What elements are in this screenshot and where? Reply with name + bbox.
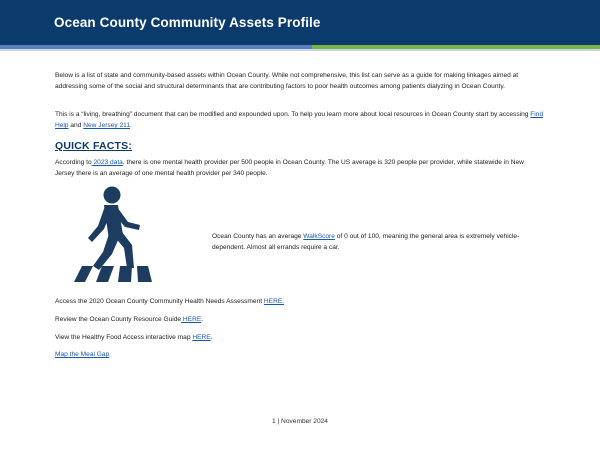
divider [0,49,600,51]
walkscore-text-post: of 0 out of 100, meaning the general area is extremely vehicle-dependent. Almost all errands require a car. [212,233,520,251]
pedestrian-crosswalk-icon [60,182,162,288]
fact-text-pre: According to [55,159,92,166]
resource-guide-text: Review the Ocean County Resource Guide [55,316,182,323]
chna-text: Access the 2020 Ocean County Community Health Needs Assessment [55,298,264,305]
intro-paragraph [55,70,545,92]
quick-facts-heading: QUICK FACTS: [55,140,133,152]
resources-paragraph [55,109,545,131]
resource-guide-line [55,314,545,325]
page-title: Ocean County Community Assets Profile [54,15,321,30]
page-footer: 1 | November 2024 [272,418,328,425]
food-access-line [55,332,545,343]
map-the-meal-gap-link[interactable]: Map the Meal Gap [55,351,110,358]
fact-text-post: , there is one mental health provider per 500 people in Ocean County. The US average is 320 people per provider, while statewide in New Jersey there is an average of one mental health provider per 340 people. [55,159,524,177]
resource-guide-period: . [201,316,204,323]
nj-211-link[interactable]: New Jersey 211 [83,122,131,129]
chna-line [55,296,545,307]
walkscore-text-pre: Ocean County has an average [212,233,304,240]
walkscore-link[interactable]: WalkScore [303,233,335,240]
header-banner [0,0,600,45]
find-help-link[interactable]: Find Help [55,111,544,129]
food-access-here-link[interactable]: HERE [192,334,211,341]
mental-health-fact [55,157,545,179]
food-access-period: . [210,334,213,341]
resources-and: and [68,122,84,129]
chna-here-link[interactable]: HERE. [263,298,285,305]
data-2023-link[interactable]: 2023 data [91,159,123,166]
resource-guide-here-link[interactable]: HERE [181,316,202,323]
resources-text: This is a “living, breathing” document that can be modified and expounded upon. To help you learn more about local resources in Ocean County start by accessing [55,111,531,118]
intro-text: Below is a list of state and community-based assets within Ocean County. While not comprehensive, this list can serve as a guide for making linkages aimed at addressing some of the social and structural determinants that are contributing factors to poor health outcomes among patients dialyzing in Ocean County. [55,72,519,90]
walkscore-fact [212,231,542,253]
meal-gap-line [55,349,545,360]
resources-period: . [130,122,132,129]
food-access-text: View the Healthy Food Access interactive map [55,334,193,341]
